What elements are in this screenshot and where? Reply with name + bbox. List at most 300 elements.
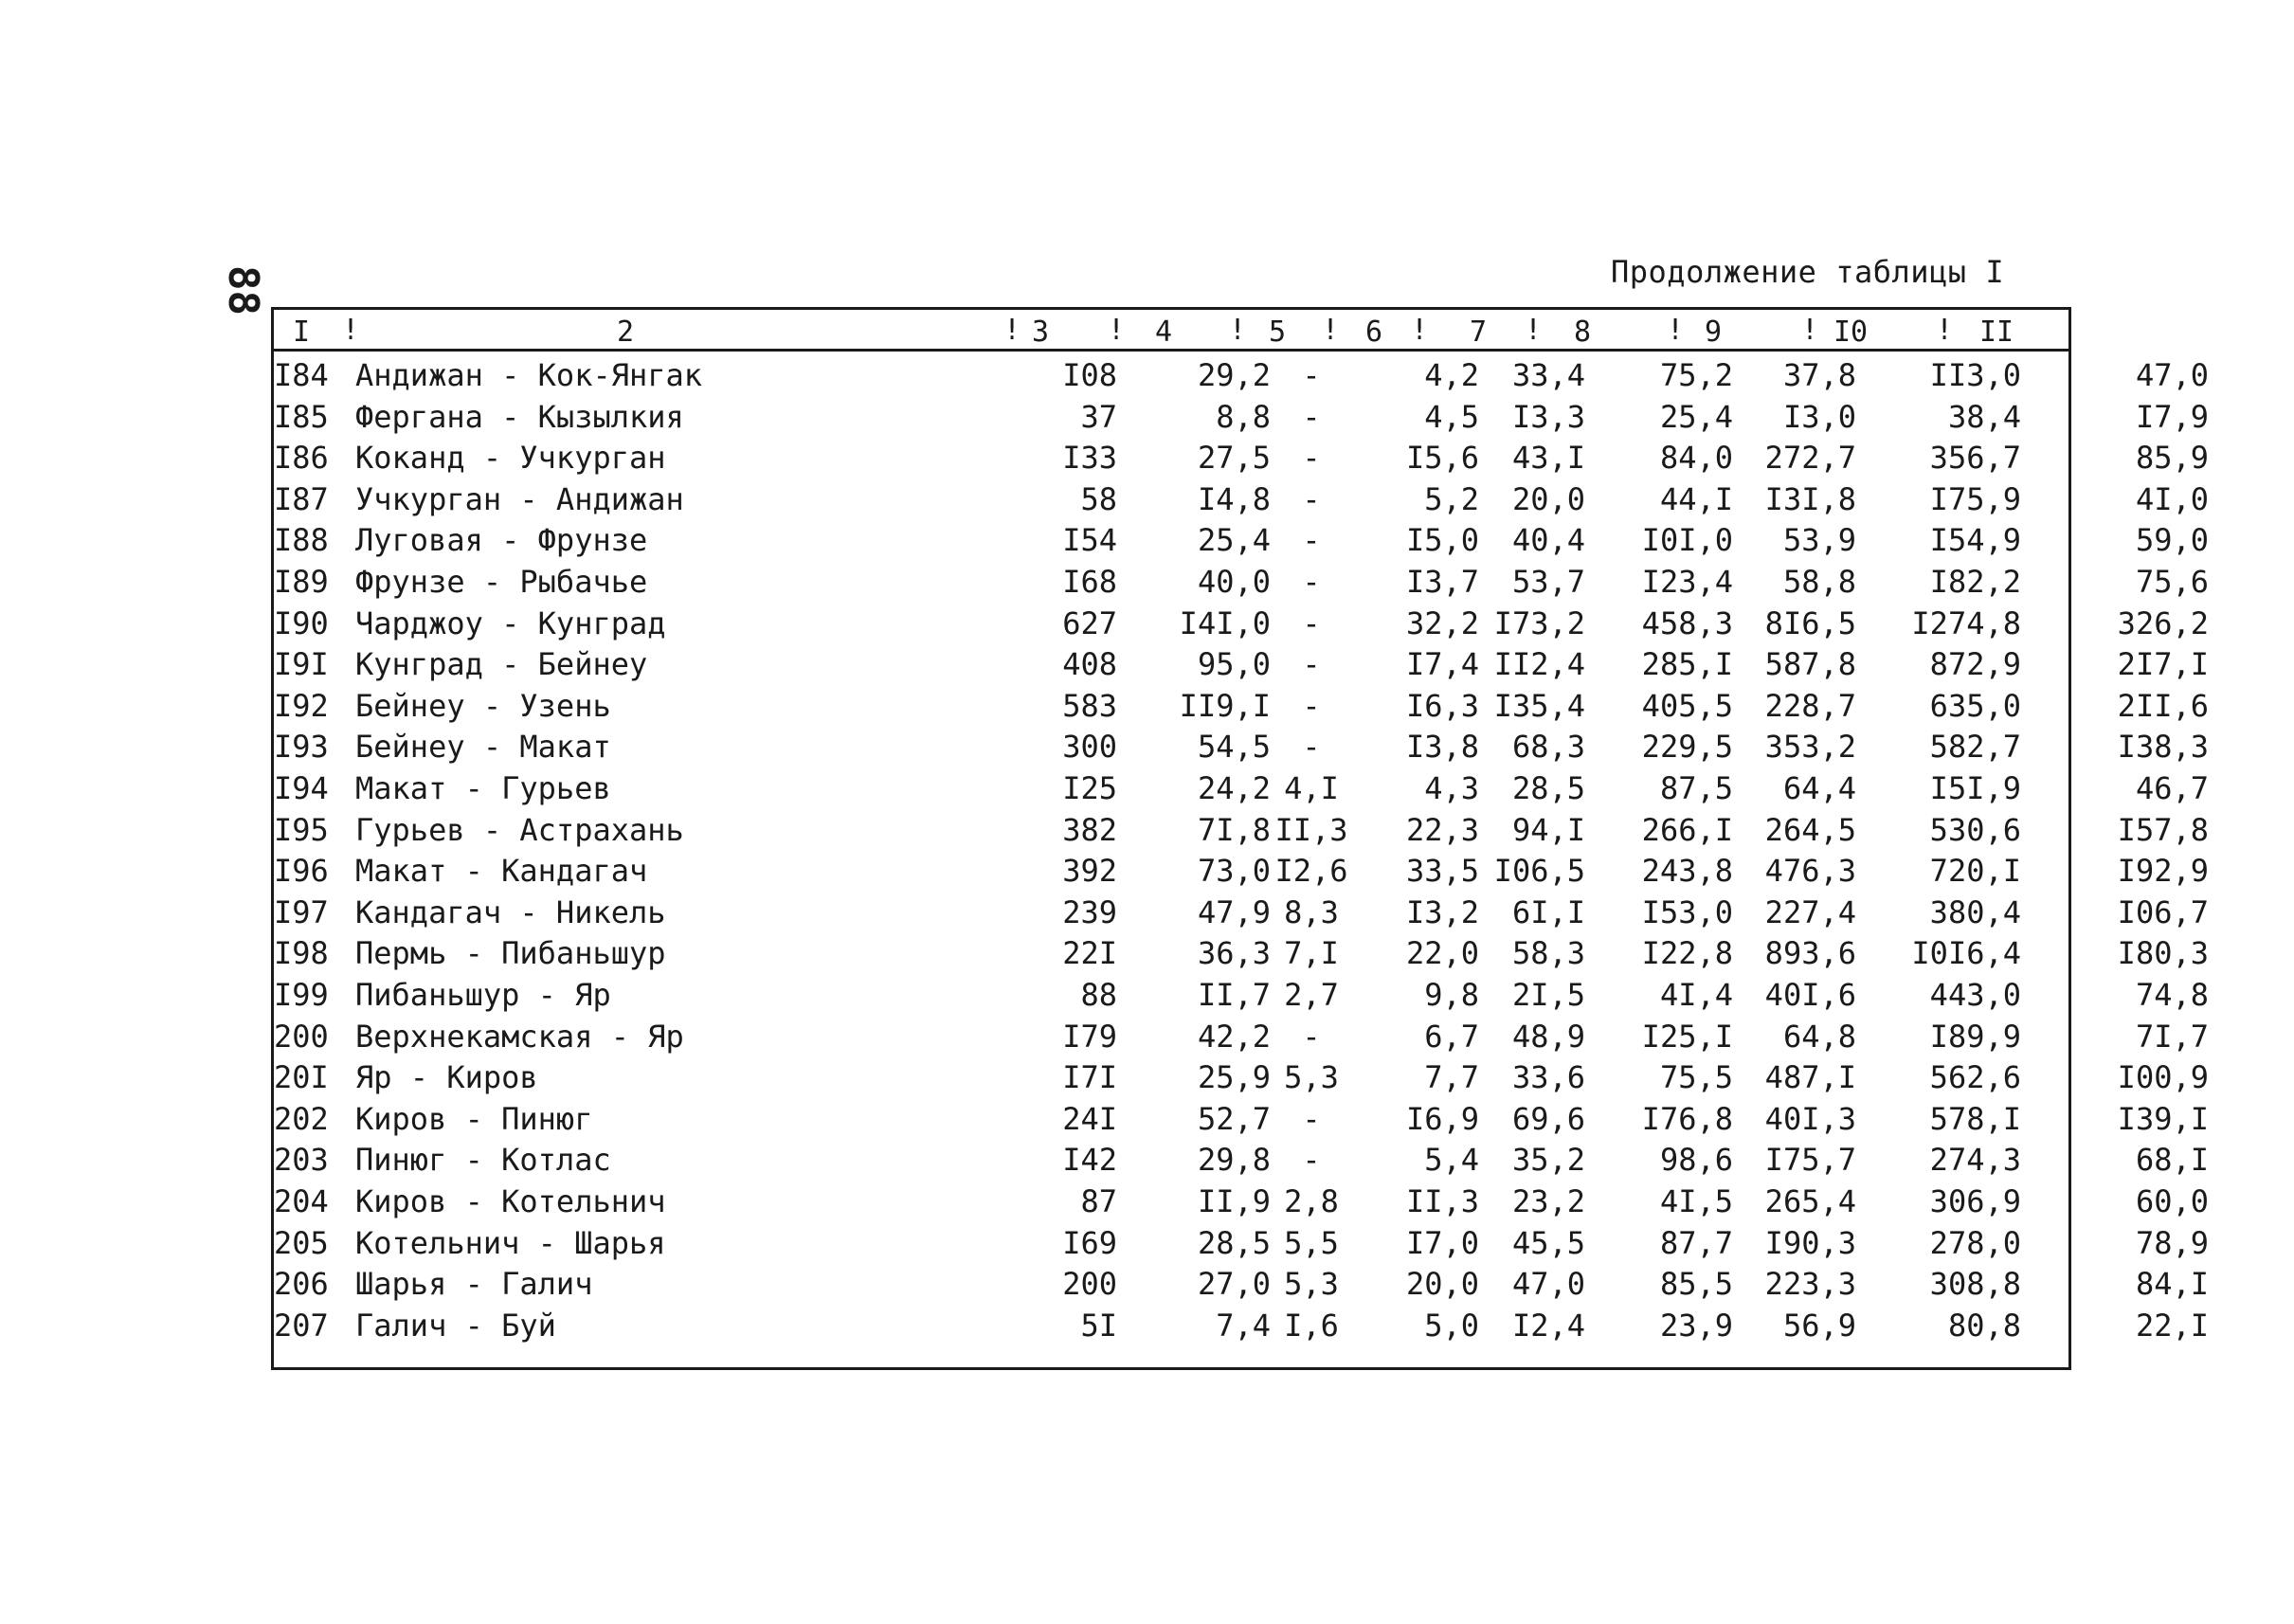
table-cell-col-9: 8I6,5	[1764, 604, 1856, 641]
table-cell-col-2: Пибаньшур - Яр	[355, 977, 611, 1013]
table-cell-col-6: 5,2	[1424, 480, 1479, 517]
table-cell-col-11: 4I,0	[2135, 480, 2209, 517]
table-cell-col-3: I69	[1062, 1224, 1117, 1261]
table-cell-col-1: 202	[274, 1100, 329, 1137]
table-cell-col-2: Фергана - Кызылкия	[355, 398, 684, 435]
table-cell-col-7: I2,4	[1511, 1307, 1585, 1344]
table-row	[274, 646, 2209, 687]
table-cell-col-1: I89	[274, 564, 329, 600]
table-cell-col-1: I93	[274, 729, 329, 766]
table-cell-col-7: 48,9	[1511, 1018, 1585, 1055]
table-cell-col-7: 33,4	[1511, 357, 1585, 393]
table-row	[274, 604, 2209, 646]
table-cell-col-3: I08	[1062, 357, 1117, 393]
table-cell-col-10: I89,9	[1929, 1018, 2021, 1055]
table-cell-col-6: I3,8	[1405, 729, 1479, 766]
table-cell-col-9: 64,4	[1782, 770, 1856, 806]
table-cell-col-4: 29,8	[1197, 1142, 1271, 1179]
table-cell-col-4: 73,0	[1197, 853, 1271, 890]
table-cell-col-10: 720,I	[1929, 853, 2021, 890]
table-cell-col-9: 64,8	[1782, 1018, 1856, 1055]
table-cell-col-5: -	[1302, 480, 1321, 517]
table-cell-col-4: 25,9	[1197, 1059, 1271, 1096]
table-cell-col-11: 7I,7	[2135, 1018, 2209, 1055]
table-cell-col-1: I92	[274, 687, 329, 724]
table-cell-col-3: 392	[1062, 853, 1117, 890]
table-cell-col-5: 4,I	[1284, 770, 1339, 806]
continuation-title: Продолжение таблицы I	[1611, 254, 2005, 290]
table-cell-col-2: Бейнеу - Макат	[355, 729, 611, 766]
table-cell-col-6: 4,3	[1424, 770, 1479, 806]
table-cell-col-2: Котельнич - Шарья	[355, 1224, 666, 1261]
table-cell-col-8: 44,I	[1659, 480, 1733, 517]
header-col-1: I	[293, 316, 311, 349]
table-cell-col-2: Гурьев - Астрахань	[355, 811, 684, 848]
table-cell-col-1: I84	[274, 357, 329, 393]
table-cell-col-10: I75,9	[1929, 480, 2021, 517]
table-cell-col-10: I54,9	[1929, 522, 2021, 559]
table-cell-col-4: 24,2	[1197, 770, 1271, 806]
table-cell-col-8: 98,6	[1659, 1142, 1733, 1179]
table-cell-col-4: 54,5	[1197, 729, 1271, 766]
table-cell-col-8: 405,5	[1641, 687, 1733, 724]
table-cell-col-2: Верхнекамская - Яр	[355, 1018, 684, 1055]
table-cell-col-4: 29,2	[1197, 357, 1271, 393]
table-cell-col-10: 278,0	[1929, 1224, 2021, 1261]
table-cell-col-6: 7,7	[1424, 1059, 1479, 1096]
table-cell-col-5: I,6	[1284, 1307, 1339, 1344]
table-cell-col-9: 272,7	[1764, 440, 1856, 477]
table-cell-col-1: I98	[274, 935, 329, 972]
header-col-10: I0	[1833, 316, 1869, 349]
table-cell-col-8: 285,I	[1641, 646, 1733, 683]
table-cell-col-8: 23,9	[1659, 1307, 1733, 1344]
table-cell-col-2: Бейнеу - Узень	[355, 687, 611, 724]
table-cell-col-8: 4I,4	[1659, 977, 1733, 1013]
table-cell-col-5: 2,7	[1284, 977, 1339, 1013]
table-cell-col-8: 87,7	[1659, 1224, 1733, 1261]
table-cell-col-7: 20,0	[1511, 480, 1585, 517]
table-cell-col-10: 308,8	[1929, 1266, 2021, 1303]
table-cell-col-4: 27,5	[1197, 440, 1271, 477]
table-cell-col-3: I33	[1062, 440, 1117, 477]
table-cell-col-3: 300	[1062, 729, 1117, 766]
table-cell-col-7: 33,6	[1511, 1059, 1585, 1096]
table-cell-col-2: Макат - Гурьев	[355, 770, 611, 806]
table-cell-col-3: 627	[1062, 604, 1117, 641]
table-cell-col-9: 893,6	[1764, 935, 1856, 972]
table-cell-col-7: I73,2	[1493, 604, 1585, 641]
table-cell-col-8: 243,8	[1641, 853, 1733, 890]
table-cell-col-2: Фрунзе - Рыбачье	[355, 564, 648, 600]
header-col-5: 5	[1269, 316, 1287, 349]
table-cell-col-5: I2,6	[1274, 853, 1348, 890]
table-cell-col-11: I92,9	[2117, 853, 2209, 890]
header-separator: !	[1801, 314, 1819, 347]
table-row	[274, 1224, 2209, 1266]
table-cell-col-3: 200	[1062, 1266, 1117, 1303]
table-cell-col-4: 95,0	[1197, 646, 1271, 683]
header-separator: !	[342, 314, 360, 347]
table-cell-col-5: -	[1302, 604, 1321, 641]
table-cell-col-9: 265,4	[1764, 1183, 1856, 1219]
table-cell-col-6: 32,2	[1405, 604, 1479, 641]
table-row	[274, 1307, 2209, 1348]
header-separator: !	[1936, 314, 1954, 347]
table-cell-col-10: I82,2	[1929, 564, 2021, 600]
table-cell-col-4: 42,2	[1197, 1018, 1271, 1055]
table-cell-col-8: 266,I	[1641, 811, 1733, 848]
table-cell-col-1: 206	[274, 1266, 329, 1303]
table-cell-col-10: 635,0	[1929, 687, 2021, 724]
table-cell-col-9: I90,3	[1764, 1224, 1856, 1261]
table-cell-col-3: I79	[1062, 1018, 1117, 1055]
table-cell-col-5: 7,I	[1284, 935, 1339, 972]
table-row	[274, 440, 2209, 480]
table-cell-col-9: 228,7	[1764, 687, 1856, 724]
table-cell-col-3: I42	[1062, 1142, 1117, 1179]
table-cell-col-10: I274,8	[1911, 604, 2021, 641]
table-row	[274, 1059, 2209, 1100]
table-cell-col-9: I3,0	[1782, 398, 1856, 435]
table-cell-col-6: 33,5	[1405, 853, 1479, 890]
table-cell-col-7: 2I,5	[1511, 977, 1585, 1013]
table-cell-col-1: I99	[274, 977, 329, 1013]
table-cell-col-5: -	[1302, 1018, 1321, 1055]
table-cell-col-6: I6,9	[1405, 1100, 1479, 1137]
table-cell-col-10: 380,4	[1929, 893, 2021, 930]
table-cell-col-1: 205	[274, 1224, 329, 1261]
table-cell-col-9: 37,8	[1782, 357, 1856, 393]
table-cell-col-4: 28,5	[1197, 1224, 1271, 1261]
table-cell-col-5: -	[1302, 357, 1321, 393]
table-cell-col-3: I7I	[1062, 1059, 1117, 1096]
table-cell-col-8: I22,8	[1641, 935, 1733, 972]
table-cell-col-7: I06,5	[1493, 853, 1585, 890]
table-cell-col-5: -	[1302, 646, 1321, 683]
table-cell-col-7: 45,5	[1511, 1224, 1585, 1261]
table-cell-col-1: I87	[274, 480, 329, 517]
table-cell-col-10: 356,7	[1929, 440, 2021, 477]
table-cell-col-7: 6I,I	[1511, 893, 1585, 930]
header-separator: !	[1229, 314, 1247, 347]
table-cell-col-11: 22,I	[2135, 1307, 2209, 1344]
header-separator: !	[1525, 314, 1543, 347]
table-header-row	[274, 310, 2068, 352]
table-cell-col-8: I76,8	[1641, 1100, 1733, 1137]
table-cell-col-8: 25,4	[1659, 398, 1733, 435]
header-separator: !	[1411, 314, 1429, 347]
table-cell-col-3: 583	[1062, 687, 1117, 724]
table-cell-col-10: 582,7	[1929, 729, 2021, 766]
table-cell-col-1: 200	[274, 1018, 329, 1055]
table-cell-col-11: 84,I	[2135, 1266, 2209, 1303]
table-cell-col-7: 47,0	[1511, 1266, 1585, 1303]
table-cell-col-9: 353,2	[1764, 729, 1856, 766]
table-cell-col-2: Макат - Кандагач	[355, 853, 648, 890]
table-cell-col-7: 23,2	[1511, 1183, 1585, 1219]
table-cell-col-3: 24I	[1062, 1100, 1117, 1137]
table-cell-col-10: 38,4	[1947, 398, 2021, 435]
table-cell-col-9: 58,8	[1782, 564, 1856, 600]
table-cell-col-4: I4I,0	[1179, 604, 1271, 641]
table-cell-col-3: 88	[1080, 977, 1117, 1013]
table-cell-col-5: 2,8	[1284, 1183, 1339, 1219]
table-cell-col-1: 207	[274, 1307, 329, 1344]
table-cell-col-9: 53,9	[1782, 522, 1856, 559]
table-cell-col-5: -	[1302, 440, 1321, 477]
table-cell-col-3: I68	[1062, 564, 1117, 600]
table-cell-col-4: 27,0	[1197, 1266, 1271, 1303]
table-cell-col-1: 20I	[274, 1059, 329, 1096]
data-table	[271, 307, 2209, 1370]
table-row	[274, 398, 2209, 440]
table-cell-col-3: I54	[1062, 522, 1117, 559]
header-col-4: 4	[1155, 316, 1173, 349]
table-cell-col-2: Галич - Буй	[355, 1307, 556, 1344]
table-cell-col-1: I96	[274, 853, 329, 890]
table-cell-col-5: 5,5	[1284, 1224, 1339, 1261]
table-cell-col-11: I57,8	[2117, 811, 2209, 848]
table-cell-col-6: I7,0	[1405, 1224, 1479, 1261]
header-separator: !	[1003, 314, 1021, 347]
table-cell-col-6: 22,3	[1405, 811, 1479, 848]
table-cell-col-7: 35,2	[1511, 1142, 1585, 1179]
table-cell-col-2: Кунград - Бейнеу	[355, 646, 648, 683]
table-cell-col-7: 58,3	[1511, 935, 1585, 972]
table-cell-col-11: 78,9	[2135, 1224, 2209, 1261]
table-cell-col-11: I7,9	[2135, 398, 2209, 435]
table-cell-col-10: 306,9	[1929, 1183, 2021, 1219]
table-row	[274, 893, 2209, 935]
table-cell-col-7: II2,4	[1493, 646, 1585, 683]
table-cell-col-7: 40,4	[1511, 522, 1585, 559]
table-cell-col-6: I5,0	[1405, 522, 1479, 559]
table-cell-col-11: 74,8	[2135, 977, 2209, 1013]
table-row	[274, 935, 2209, 976]
table-cell-col-5: -	[1302, 522, 1321, 559]
header-separator: !	[1667, 314, 1685, 347]
table-cell-col-8: I25,I	[1641, 1018, 1733, 1055]
table-cell-col-9: 227,4	[1764, 893, 1856, 930]
table-cell-col-5: 5,3	[1284, 1059, 1339, 1096]
table-cell-col-11: 2I7,I	[2117, 646, 2209, 683]
table-cell-col-5: -	[1302, 1142, 1321, 1179]
table-cell-col-5: -	[1302, 564, 1321, 600]
table-row	[274, 564, 2209, 604]
table-cell-col-10: 872,9	[1929, 646, 2021, 683]
table-cell-col-9: 56,9	[1782, 1307, 1856, 1344]
table-row	[274, 977, 2209, 1018]
table-cell-col-11: 85,9	[2135, 440, 2209, 477]
header-separator: !	[1322, 314, 1340, 347]
table-row	[274, 687, 2209, 729]
header-col-3: 3	[1032, 316, 1050, 349]
table-cell-col-5: -	[1302, 398, 1321, 435]
table-cell-col-6: I7,4	[1405, 646, 1479, 683]
table-cell-col-1: I90	[274, 604, 329, 641]
table-cell-col-4: I4,8	[1197, 480, 1271, 517]
table-cell-col-9: 223,3	[1764, 1266, 1856, 1303]
table-row	[274, 853, 2209, 893]
table-cell-col-6: 6,7	[1424, 1018, 1479, 1055]
header-col-7: 7	[1470, 316, 1488, 349]
table-cell-col-7: 68,3	[1511, 729, 1585, 766]
table-cell-col-5: -	[1302, 1100, 1321, 1137]
table-cell-col-10: 562,6	[1929, 1059, 2021, 1096]
table-cell-col-2: Коканд - Учкурган	[355, 440, 666, 477]
table-cell-col-6: 22,0	[1405, 935, 1479, 972]
table-cell-col-10: 578,I	[1929, 1100, 2021, 1137]
table-row	[274, 1142, 2209, 1182]
table-cell-col-4: 47,9	[1197, 893, 1271, 930]
table-cell-col-6: I6,3	[1405, 687, 1479, 724]
table-cell-col-4: 25,4	[1197, 522, 1271, 559]
table-cell-col-2: Киров - Котельнич	[355, 1183, 666, 1219]
table-row	[274, 1183, 2209, 1224]
table-cell-col-11: I39,I	[2117, 1100, 2209, 1137]
table-cell-col-10: 443,0	[1929, 977, 2021, 1013]
table-cell-col-10: 530,6	[1929, 811, 2021, 848]
header-separator: !	[1108, 314, 1126, 347]
header-col-8: 8	[1574, 316, 1592, 349]
table-cell-col-1: 204	[274, 1183, 329, 1219]
table-row	[274, 1100, 2209, 1142]
table-cell-col-9: I3I,8	[1764, 480, 1856, 517]
table-cell-col-9: 587,8	[1764, 646, 1856, 683]
table-cell-col-3: I25	[1062, 770, 1117, 806]
table-cell-col-6: 4,5	[1424, 398, 1479, 435]
table-cell-col-6: I3,7	[1405, 564, 1479, 600]
table-cell-col-7: 43,I	[1511, 440, 1585, 477]
table-cell-col-8: 229,5	[1641, 729, 1733, 766]
table-cell-col-11: I06,7	[2117, 893, 2209, 930]
table-cell-col-6: I3,2	[1405, 893, 1479, 930]
table-cell-col-11: 326,2	[2117, 604, 2209, 641]
table-cell-col-9: 487,I	[1764, 1059, 1856, 1096]
table-row	[274, 357, 2209, 398]
table-cell-col-11: 68,I	[2135, 1142, 2209, 1179]
table-cell-col-1: 203	[274, 1142, 329, 1179]
table-cell-col-4: 8,8	[1216, 398, 1271, 435]
table-row	[274, 1266, 2209, 1307]
table-cell-col-7: I35,4	[1493, 687, 1585, 724]
table-cell-col-9: 40I,6	[1764, 977, 1856, 1013]
table-cell-col-11: 46,7	[2135, 770, 2209, 806]
table-cell-col-5: 8,3	[1284, 893, 1339, 930]
table-cell-col-9: I75,7	[1764, 1142, 1856, 1179]
table-cell-col-8: 87,5	[1659, 770, 1733, 806]
table-cell-col-8: 4I,5	[1659, 1183, 1733, 1219]
table-row	[274, 770, 2209, 811]
table-cell-col-8: I0I,0	[1641, 522, 1733, 559]
table-cell-col-4: 36,3	[1197, 935, 1271, 972]
table-cell-col-5: II,3	[1274, 811, 1348, 848]
table-cell-col-3: 408	[1062, 646, 1117, 683]
table-row	[274, 480, 2209, 522]
table-cell-col-3: 22I	[1062, 935, 1117, 972]
table-cell-col-2: Кандагач - Никель	[355, 893, 666, 930]
table-cell-col-11: 60,0	[2135, 1183, 2209, 1219]
table-cell-col-1: I94	[274, 770, 329, 806]
table-cell-col-7: 28,5	[1511, 770, 1585, 806]
header-col-6: 6	[1365, 316, 1383, 349]
header-col-11: II	[1979, 316, 2014, 349]
table-cell-col-3: 382	[1062, 811, 1117, 848]
table-cell-col-8: 75,5	[1659, 1059, 1733, 1096]
table-cell-col-3: 239	[1062, 893, 1117, 930]
table-cell-col-6: II,3	[1405, 1183, 1479, 1219]
table-cell-col-3: 37	[1080, 398, 1117, 435]
table-cell-col-1: I9I	[274, 646, 329, 683]
table-cell-col-2: Пермь - Пибаньшур	[355, 935, 666, 972]
table-cell-col-2: Луговая - Фрунзе	[355, 522, 648, 559]
table-cell-col-2: Пинюг - Котлас	[355, 1142, 611, 1179]
table-row	[274, 729, 2209, 769]
table-cell-col-4: 7I,8	[1197, 811, 1271, 848]
table-cell-col-11: 47,0	[2135, 357, 2209, 393]
table-cell-col-8: 84,0	[1659, 440, 1733, 477]
table-cell-col-9: 264,5	[1764, 811, 1856, 848]
table-cell-col-5: -	[1302, 687, 1321, 724]
header-col-2: 2	[617, 316, 635, 349]
table-cell-col-5: -	[1302, 729, 1321, 766]
table-cell-col-10: 274,3	[1929, 1142, 2021, 1179]
table-cell-col-6: I5,6	[1405, 440, 1479, 477]
table-cell-col-1: I97	[274, 893, 329, 930]
table-cell-col-7: I3,3	[1511, 398, 1585, 435]
table-cell-col-4: 7,4	[1216, 1307, 1271, 1344]
table-cell-col-8: 458,3	[1641, 604, 1733, 641]
table-cell-col-4: II,9	[1197, 1183, 1271, 1219]
table-cell-col-7: 94,I	[1511, 811, 1585, 848]
table-cell-col-3: 58	[1080, 480, 1117, 517]
table-cell-col-2: Чарджоу - Кунград	[355, 604, 666, 641]
table-cell-col-10: I0I6,4	[1911, 935, 2021, 972]
table-cell-col-11: 75,6	[2135, 564, 2209, 600]
table-cell-col-8: 85,5	[1659, 1266, 1733, 1303]
table-cell-col-4: II9,I	[1179, 687, 1271, 724]
table-cell-col-2: Андижан - Кок-Янгак	[355, 357, 703, 393]
table-cell-col-3: 5I	[1080, 1307, 1117, 1344]
table-cell-col-2: Учкурган - Андижан	[355, 480, 684, 517]
table-cell-col-1: I88	[274, 522, 329, 559]
table-row	[274, 522, 2209, 563]
table-cell-col-1: I95	[274, 811, 329, 848]
table-cell-col-1: I86	[274, 440, 329, 477]
table-cell-col-11: 2II,6	[2117, 687, 2209, 724]
table-cell-col-6: 20,0	[1405, 1266, 1479, 1303]
table-cell-col-10: I5I,9	[1929, 770, 2021, 806]
table-cell-col-6: 5,4	[1424, 1142, 1479, 1179]
table-cell-col-7: 53,7	[1511, 564, 1585, 600]
page-number: 88	[219, 265, 267, 316]
table-cell-col-11: I80,3	[2117, 935, 2209, 972]
table-cell-col-4: 52,7	[1197, 1100, 1271, 1137]
table-cell-col-4: 40,0	[1197, 564, 1271, 600]
table-cell-col-2: Киров - Пинюг	[355, 1100, 593, 1137]
table-cell-col-8: 75,2	[1659, 357, 1733, 393]
table-cell-col-8: I53,0	[1641, 893, 1733, 930]
table-cell-col-2: Шарья - Галич	[355, 1266, 593, 1303]
header-col-9: 9	[1705, 316, 1723, 349]
table-cell-col-4: II,7	[1197, 977, 1271, 1013]
table-row	[274, 1018, 2209, 1059]
table-cell-col-6: 5,0	[1424, 1307, 1479, 1344]
table-cell-col-11: 59,0	[2135, 522, 2209, 559]
table-cell-col-3: 87	[1080, 1183, 1117, 1219]
table-cell-col-6: 9,8	[1424, 977, 1479, 1013]
